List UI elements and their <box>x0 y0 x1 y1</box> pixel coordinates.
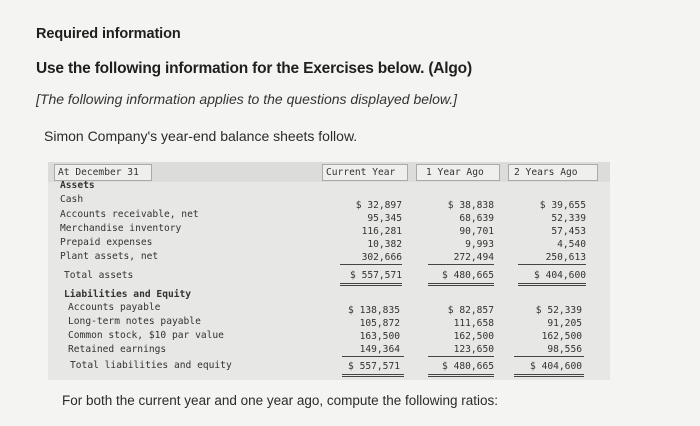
cell-prepaid-2yr: 4,540 <box>557 239 586 250</box>
cell-stock-2yr: 162,500 <box>541 331 582 342</box>
cell-inventory-1yr: 90,701 <box>459 226 494 237</box>
cell-cash-2yr: $ 39,655 <box>539 200 586 211</box>
cell-prepaid-current: 10,382 <box>367 239 402 250</box>
cell-inventory-2yr: 57,453 <box>551 226 586 237</box>
assets-section-label: Assets <box>60 180 95 191</box>
total-rule-liab-1yr-2 <box>428 376 494 377</box>
cell-re-2yr: 98,556 <box>547 344 582 355</box>
total-rule-2yr-2 <box>518 285 586 286</box>
cell-cash-current: $ 32,897 <box>355 200 402 211</box>
column-header-2-years-ago: 2 Years Ago <box>514 167 578 178</box>
row-label-total-liabilities-equity: Total liabilities and equity <box>70 360 232 371</box>
ratio-instructions: For both the current year and one year ago, compute the following ratios: <box>62 393 499 408</box>
header-date-label: At December 31 <box>58 167 139 178</box>
cell-ar-current: 95,345 <box>367 213 402 224</box>
row-label-accounts-payable: Accounts payable <box>68 302 161 313</box>
cell-prepaid-1yr: 9,993 <box>465 239 494 250</box>
cell-total-le-current: $ 557,571 <box>348 361 400 372</box>
cell-ar-2yr: 52,339 <box>551 213 586 224</box>
cell-cash-1yr: $ 38,838 <box>447 200 494 211</box>
total-rule-liab-current-1 <box>342 374 404 375</box>
row-label-cash: Cash <box>60 194 84 205</box>
total-rule-current-2 <box>340 285 402 286</box>
subtotal-rule-liab-2yr <box>514 356 584 357</box>
row-label-merchandise-inventory: Merchandise inventory <box>60 223 182 234</box>
info-note: [The following information applies to the questions displayed below.] <box>36 91 458 107</box>
cell-total-assets-current: $ 557,571 <box>350 270 402 281</box>
cell-stock-current: 163,500 <box>359 331 400 342</box>
cell-plant-current: 302,666 <box>361 252 402 263</box>
exercise-title: Use the following information for the Exercises below. (Algo) <box>36 60 472 77</box>
cell-notes-current: 105,872 <box>359 318 400 329</box>
row-label-total-assets: Total assets <box>64 270 134 281</box>
cell-total-le-2yr: $ 404,600 <box>530 361 582 372</box>
cell-total-le-1yr: $ 480,665 <box>442 361 494 372</box>
cell-ar-1yr: 68,639 <box>459 213 494 224</box>
liabilities-section-label: Liabilities and Equity <box>64 289 192 300</box>
total-rule-2yr-1 <box>518 283 586 284</box>
balance-sheet-table <box>48 162 610 380</box>
total-rule-1yr-1 <box>428 283 494 284</box>
row-label-long-term-notes: Long-term notes payable <box>68 316 201 327</box>
row-label-retained-earnings: Retained earnings <box>68 344 167 355</box>
row-label-common-stock: Common stock, $10 par value <box>68 330 224 341</box>
cell-plant-1yr: 272,494 <box>453 252 494 263</box>
cell-ap-1yr: $ 82,857 <box>447 305 494 316</box>
cell-inventory-current: 116,281 <box>361 226 402 237</box>
subtotal-rule-liab-1yr <box>428 356 494 357</box>
cell-ap-current: $ 138,835 <box>348 305 400 316</box>
cell-re-current: 149,364 <box>359 344 400 355</box>
subtotal-rule-current <box>340 264 402 265</box>
total-rule-liab-2yr-1 <box>514 374 584 375</box>
total-rule-liab-current-2 <box>342 376 404 377</box>
cell-stock-1yr: 162,500 <box>453 331 494 342</box>
total-rule-liab-1yr-1 <box>428 374 494 375</box>
row-label-prepaid-expenses: Prepaid expenses <box>60 237 153 248</box>
row-label-accounts-receivable: Accounts receivable, net <box>60 209 199 220</box>
column-header-1-year-ago: 1 Year Ago <box>426 167 484 178</box>
cell-ap-2yr: $ 52,339 <box>535 305 582 316</box>
cell-notes-2yr: 91,205 <box>547 318 582 329</box>
cell-plant-2yr: 250,613 <box>545 252 586 263</box>
cell-re-1yr: 123,650 <box>453 344 494 355</box>
column-header-current-year: Current Year <box>326 167 396 178</box>
cell-total-assets-2yr: $ 404,600 <box>534 270 586 281</box>
cell-notes-1yr: 111,658 <box>453 318 494 329</box>
intro-text: Simon Company's year-end balance sheets follow. <box>44 128 358 144</box>
subtotal-rule-liab-current <box>342 356 404 357</box>
total-rule-current-1 <box>340 283 402 284</box>
total-rule-1yr-2 <box>428 285 494 286</box>
section-heading: Required information <box>36 26 181 42</box>
subtotal-rule-2yr <box>518 264 586 265</box>
row-label-plant-assets: Plant assets, net <box>60 251 159 262</box>
total-rule-liab-2yr-2 <box>514 376 584 377</box>
cell-total-assets-1yr: $ 480,665 <box>442 270 494 281</box>
subtotal-rule-1yr <box>428 264 494 265</box>
